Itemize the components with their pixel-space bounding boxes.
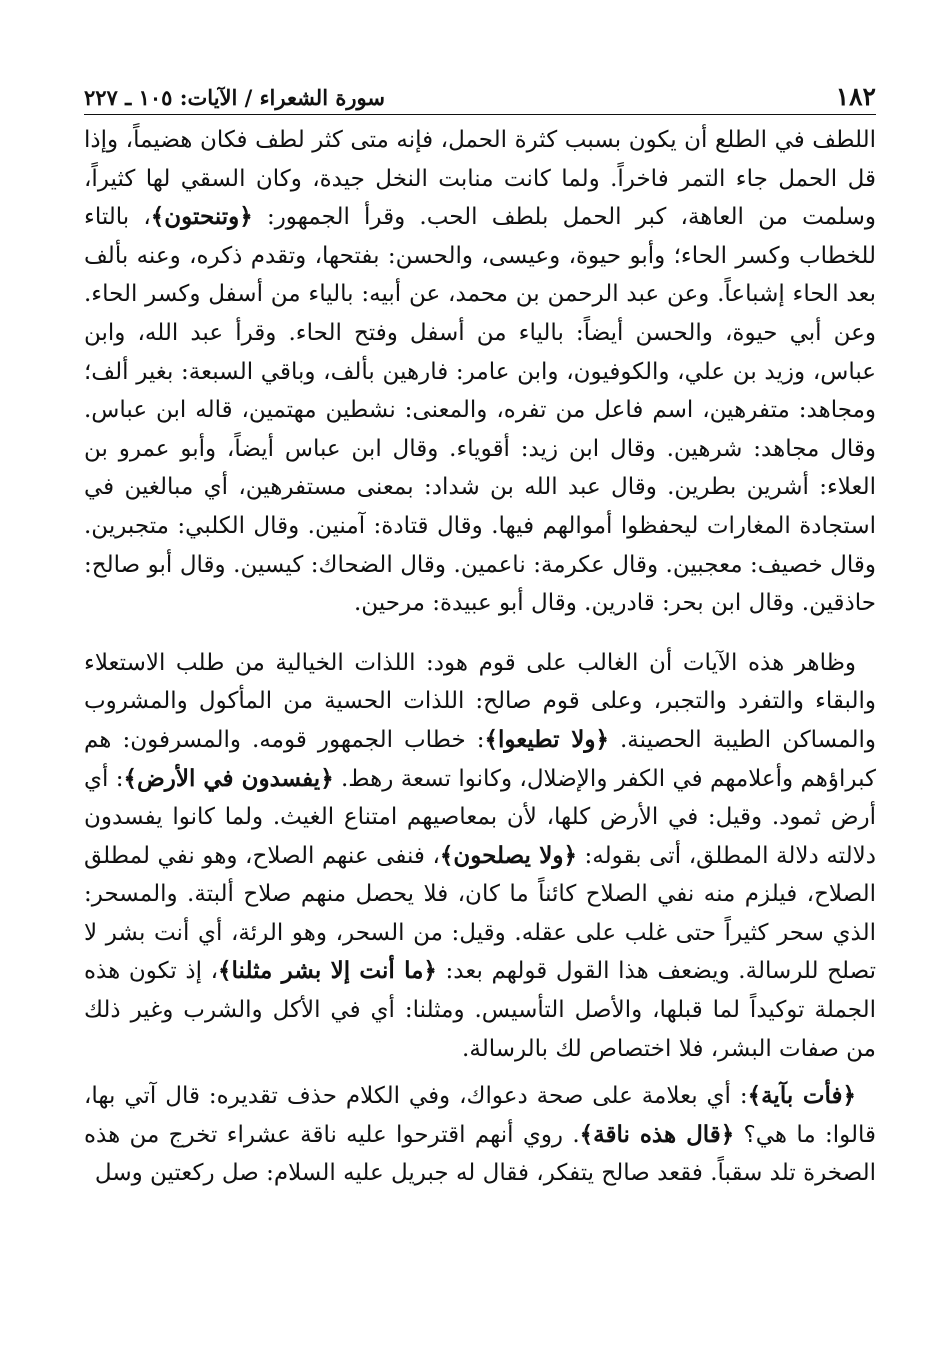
quran-quote: ﴿وتنحتون﴾ [150,203,253,231]
text-run: : خطاب الجمهور قومه. والمسرفون: هم كبراؤهم وأعلامهم في الكفر والإضلال، وكانوا تسعة رهط. [84,726,876,792]
quran-quote: ﴿ولا يصلحون﴾ [439,841,577,869]
page-number: ١٨٢ [835,82,876,111]
text-run: ، إذ تكون هذه الجملة توكيداً لما قبلها، والأصل التأسيس. ومثلنا: أي في الأكل والشرب وغير ذلك من صفات البشر، فلا اختصاص لك بالرسالة. [84,958,876,1062]
text-run: : أي بعلامة على صحة دعواك، وفي الكلام حذف تقديره: قال آتي بها، قالوا: ما هي؟ [84,1083,876,1148]
quran-quote: ﴿يفسدون في الأرض﴾ [123,764,334,792]
quran-quote: ﴿ولا تطيعوا﴾ [484,725,609,753]
quran-quote: ﴿فأت بآية﴾ [747,1082,856,1110]
running-title: سورة الشعراء / الآيات: ١٠٥ ـ ٢٢٧ [84,85,385,110]
text-run: ، بالتاء للخطاب وكسر الحاء؛ وأبو حيوة، وعيسى، والحسن: بفتحها، وتقدم ذكره، وعنه بألف بعد الحاء إشباعاً. وعن عبد الرحمن بن محمد، عن أبيه: بالياء من أسفل وكسر الحاء. وعن أبي حيوة، والحسن أيضاً: بالياء من أسفل وفتح الحاء. وقرأ عبد الله، وابن عباس، وزيد بن علي، والكوفيون، وابن عامر: فارهين بألف، وباقي السبعة: بغير ألف؛ ومجاهد: متفرهين، اسم فاعل من تفره، والمعنى: نشطين مهتمين، قاله ابن عباس. وقال مجاهد: شرهين. وقال ابن زيد: أقوياء. وقال ابن عباس أيضاً، وأبو عمرو بن العلاء: أشرين بطرين. وقال عبد الله بن شداد: بمعنى مستفرهين، أي مبالغين في استجادة المغارات ليحفظوا أموالهم فيها. وقال قتادة: آمنين. وقال الكلبي: متجبرين. وقال خصيف: معجبين. وقال عكرمة: ناعمين. وقال الضحاك: كيسين. وقال أبو صالح: حاذقين. وقال ابن بحر: قادرين. وقال أبو عبيدة: مرحين. [84,204,876,617]
text-run: . روي أنهم اقترحوا عليه ناقة عشراء تخرج من هذه الصخرة تلد سقباً. فقعد صالح يتفكر، فقال له جبريل عليه السلام: صل ركعتين وسل [84,1121,876,1187]
quran-quote: ﴿ما أنت إلا بشر مثلنا﴾ [218,957,437,985]
page-header [84,70,876,115]
body-text [84,121,876,1193]
text-run: وظاهر هذه الآيات أن الغالب على قوم هود: اللذات الخيالية من طلب الاستعلاء والبقاء والتفرد والتجبر، وعلى قوم صالح: اللذات الحسية من المأكول والمشروب والمساكن الطيبة الحصينة. [84,649,876,753]
paragraph-2 [84,644,876,1069]
text-run: : أي أرض ثمود. وقيل: في الأرض كلها، لأن بمعاصيهم امتناع الغيث. ولما كانوا يفسدون دلالته دلالة المطلق، أتى بقوله: [84,765,876,869]
text-run: ، فنفى عنهم الصلاح، وهو نفي لمطلق الصلاح، فيلزم منه نفي الصلاح كائناً ما كان، فلا يحصل منهم صلاح ألبتة. والمسحر: الذي سحر كثيراً حتى غلب على عقله. وقيل: من السحر، وهو الرئة، أي أنت بشر لا تصلح للرسالة. ويضعف هذا القول قولهم بعد: [84,842,876,985]
quran-quote: ﴿قال هذه ناقة﴾ [579,1120,735,1148]
paragraph-1 [84,121,876,623]
paragraph-3 [84,1077,876,1193]
text-run: اللطف في الطلع أن يكون بسبب كثرة الحمل، فإنه متى كثر لطف فكان هضيماً، وإذا قل الحمل جاء التمر فاخراً. ولما كانت منابت النخل جيدة، وكان السقي لها كثيراً، وسلمت من العاهة، كبر الحمل بلطف الحب. وقرأ الجمهور: [84,127,876,231]
